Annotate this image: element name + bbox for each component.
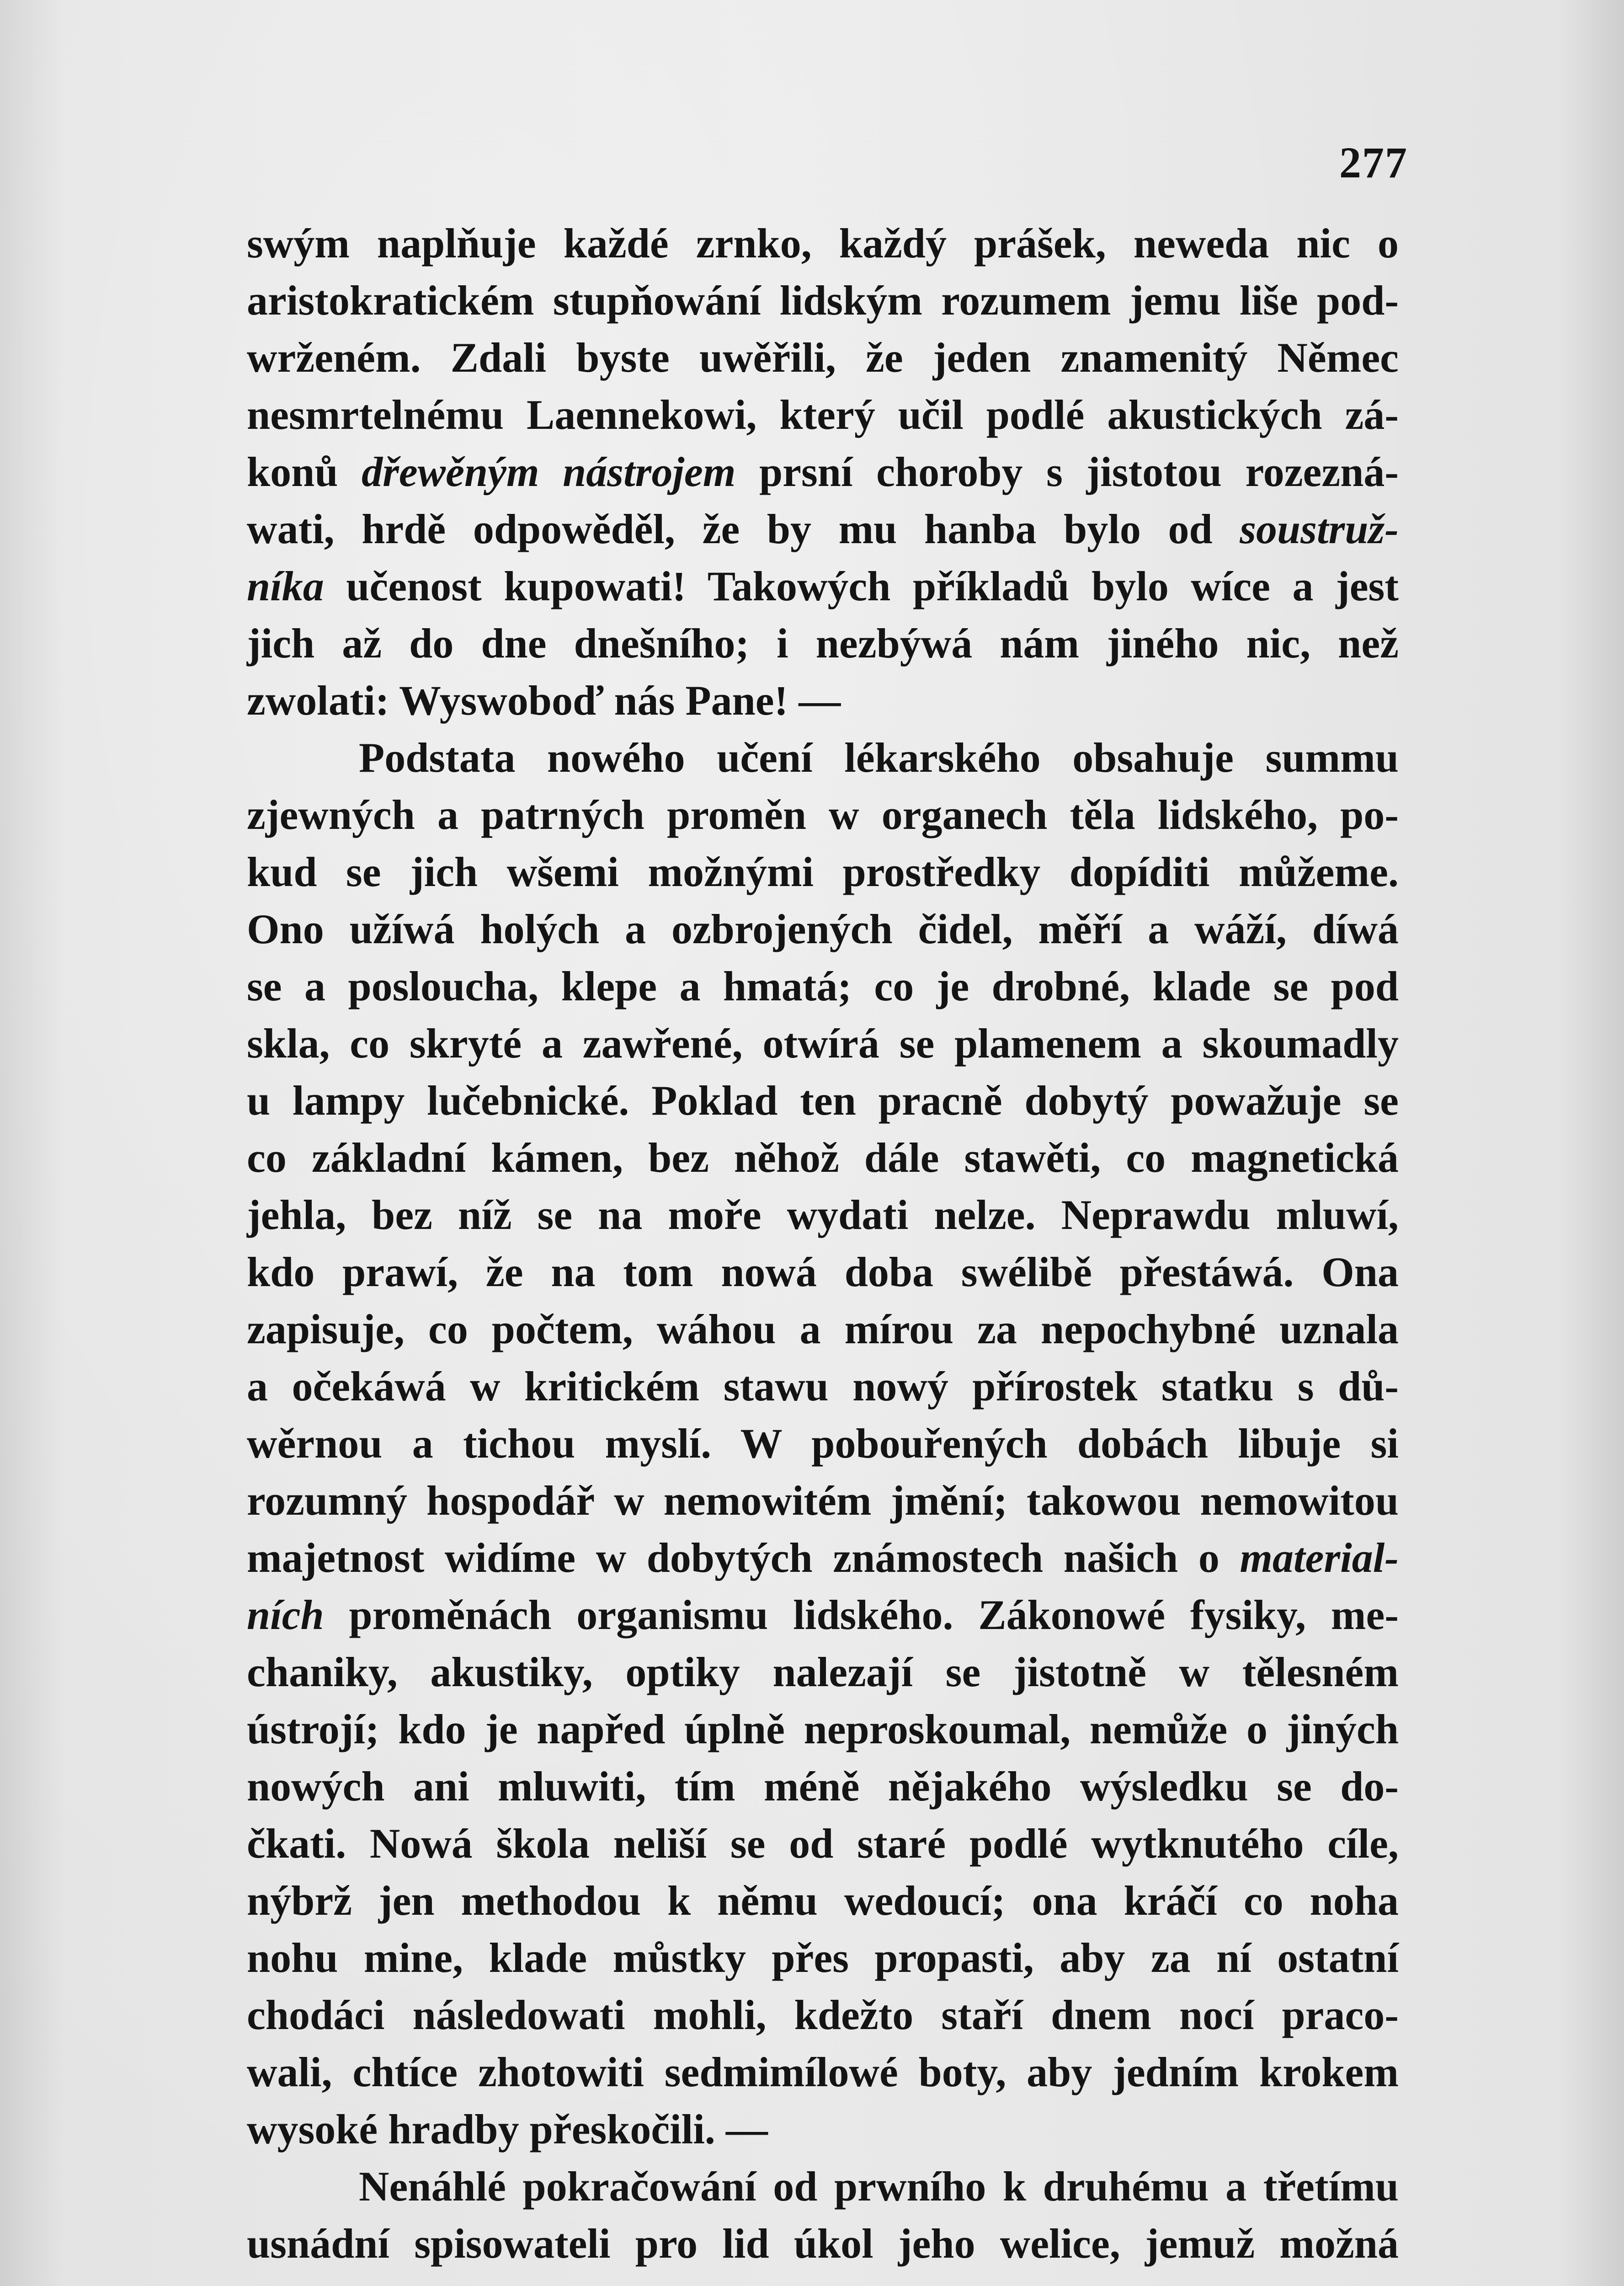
line-text: a očekáwá w kritickém stawu nowý přírostek statku s dů- bbox=[247, 1363, 1399, 1410]
text-line bbox=[247, 958, 1399, 1015]
text-line bbox=[247, 501, 1399, 558]
line-text: jehla, bez níž se na moře wydati nelze. Neprawdu mluwí, bbox=[247, 1191, 1399, 1238]
line-text: nowých ani mluwiti, tím méně nějakého wýsledku se do- bbox=[247, 1763, 1399, 1810]
text-line bbox=[247, 2044, 1399, 2101]
italic-term: níka bbox=[247, 563, 324, 609]
line-text: majetnost widíme w dobytých známostech našich o bbox=[247, 1534, 1240, 1581]
text-line bbox=[247, 1358, 1399, 1415]
text-line bbox=[247, 2158, 1399, 2215]
body-text bbox=[247, 215, 1399, 2272]
line-text: Ono užíwá holých a ozbrojených čidel, měří a wáží, díwá bbox=[247, 906, 1399, 952]
text-line bbox=[247, 844, 1399, 901]
line-text: chaniky, akustiky, optiky nalezají se jistotně w tělesném bbox=[247, 1649, 1399, 1695]
line-text: skla, co skryté a zawřené, otwírá se plamenem a skoumadly bbox=[247, 1020, 1399, 1067]
italic-term: soustruž- bbox=[1240, 506, 1399, 552]
line-text: konů bbox=[247, 449, 362, 495]
text-line bbox=[247, 272, 1399, 329]
line-text: učenost kupowati! Takowých příkladů bylo wíce a jest bbox=[324, 563, 1399, 609]
italic-term: material- bbox=[1240, 1534, 1399, 1581]
text-line bbox=[247, 2101, 1399, 2158]
line-text: prsní choroby s jistotou rozezná- bbox=[735, 449, 1399, 495]
line-text: proměnách organismu lidského. Zákonowé fysiky, me- bbox=[324, 1592, 1399, 1638]
text-line bbox=[247, 1644, 1399, 1701]
line-text: čkati. Nowá škola neliší se od staré podlé wytknutého cíle, bbox=[247, 1820, 1399, 1867]
line-text: aristokratickém stupňowání lidským rozumem jemu liše pod- bbox=[247, 277, 1399, 324]
line-text: rozumný hospodář w nemowitém jmění; takowou nemowitou bbox=[247, 1477, 1399, 1524]
text-line bbox=[247, 1872, 1399, 1929]
text-line bbox=[247, 1129, 1399, 1186]
text-line bbox=[247, 329, 1399, 386]
text-line bbox=[247, 1415, 1399, 1472]
text-line bbox=[247, 901, 1399, 958]
line-text: wati, hrdě odpowěděl, že by mu hanba bylo od bbox=[247, 506, 1240, 552]
page-number: 277 bbox=[1339, 138, 1408, 187]
text-line bbox=[247, 1586, 1399, 1644]
line-text: se a posloucha, klepe a hmatá; co je drobné, klade se pod bbox=[247, 963, 1399, 1009]
italic-term: ních bbox=[247, 1592, 324, 1638]
italic-term: dřewěným nástrojem bbox=[362, 449, 736, 495]
line-text: wysoké hradby přeskočili. — bbox=[247, 2106, 768, 2152]
line-text: kdo prawí, že na tom nowá doba swélibě přestáwá. Ona bbox=[247, 1249, 1399, 1295]
line-text: swým naplňuje každé zrnko, každý prášek, neweda nic o bbox=[247, 220, 1399, 267]
line-text: u lampy lučebnické. Poklad ten pracně dobytý powažuje se bbox=[247, 1077, 1399, 1124]
line-text: usnádní spisowateli pro lid úkol jeho welice, jemuž možná bbox=[247, 2220, 1399, 2267]
text-line bbox=[247, 1529, 1399, 1586]
text-line bbox=[247, 729, 1399, 786]
text-line bbox=[247, 1929, 1399, 1987]
text-line bbox=[247, 1701, 1399, 1758]
text-line bbox=[247, 558, 1399, 615]
text-line bbox=[247, 1987, 1399, 2044]
line-text: zjewných a patrných proměn w organech těla lidského, po- bbox=[247, 791, 1399, 838]
text-line bbox=[247, 1301, 1399, 1358]
line-text: wali, chtíce zhotowiti sedmimílowé boty, aby jedním krokem bbox=[247, 2049, 1399, 2095]
text-line bbox=[247, 386, 1399, 443]
text-line bbox=[247, 443, 1399, 501]
line-text: kud se jich wšemi možnými prostředky dopíditi můžeme. bbox=[247, 849, 1399, 895]
text-line bbox=[247, 215, 1399, 272]
text-line bbox=[247, 672, 1399, 729]
line-text: Podstata nowého učení lékarského obsahuje summu bbox=[359, 734, 1399, 781]
line-text: co základní kámen, bez něhož dále stawěti, co magnetická bbox=[247, 1134, 1399, 1181]
text-line bbox=[247, 2215, 1399, 2272]
text-line bbox=[247, 1015, 1399, 1072]
text-line bbox=[247, 1472, 1399, 1529]
line-text: jich až do dne dnešního; i nezbýwá nám jiného nic, než bbox=[247, 620, 1399, 667]
line-text: zapisuje, co počtem, wáhou a mírou za nepochybné uznala bbox=[247, 1306, 1399, 1352]
line-text: wěrnou a tichou myslí. W pobouřených dobách libuje si bbox=[247, 1420, 1399, 1467]
text-line bbox=[247, 786, 1399, 844]
text-line bbox=[247, 1758, 1399, 1815]
line-text: ústrojí; kdo je napřed úplně neproskoumal, nemůže o jiných bbox=[247, 1706, 1399, 1752]
text-line bbox=[247, 1815, 1399, 1872]
line-text: zwolati: Wyswoboď nás Pane! — bbox=[247, 677, 841, 724]
line-text: nesmrtelnému Laennekowi, který učil podlé akustických zá- bbox=[247, 391, 1399, 438]
line-text: nýbrž jen methodou k němu wedoucí; ona kráčí co noha bbox=[247, 1877, 1399, 1924]
text-line bbox=[247, 1072, 1399, 1129]
line-text: nohu mine, klade můstky přes propasti, aby za ní ostatní bbox=[247, 1934, 1399, 1981]
text-line bbox=[247, 1244, 1399, 1301]
line-text: wrženém. Zdali byste uwěřili, že jeden znamenitý Němec bbox=[247, 334, 1399, 381]
line-text: Nenáhlé pokračowání od prwního k druhému a třetímu bbox=[359, 2163, 1399, 2210]
text-line bbox=[247, 1186, 1399, 1244]
text-line bbox=[247, 615, 1399, 672]
line-text: chodáci následowati mohli, kdežto staří dnem nocí praco- bbox=[247, 1992, 1399, 2038]
